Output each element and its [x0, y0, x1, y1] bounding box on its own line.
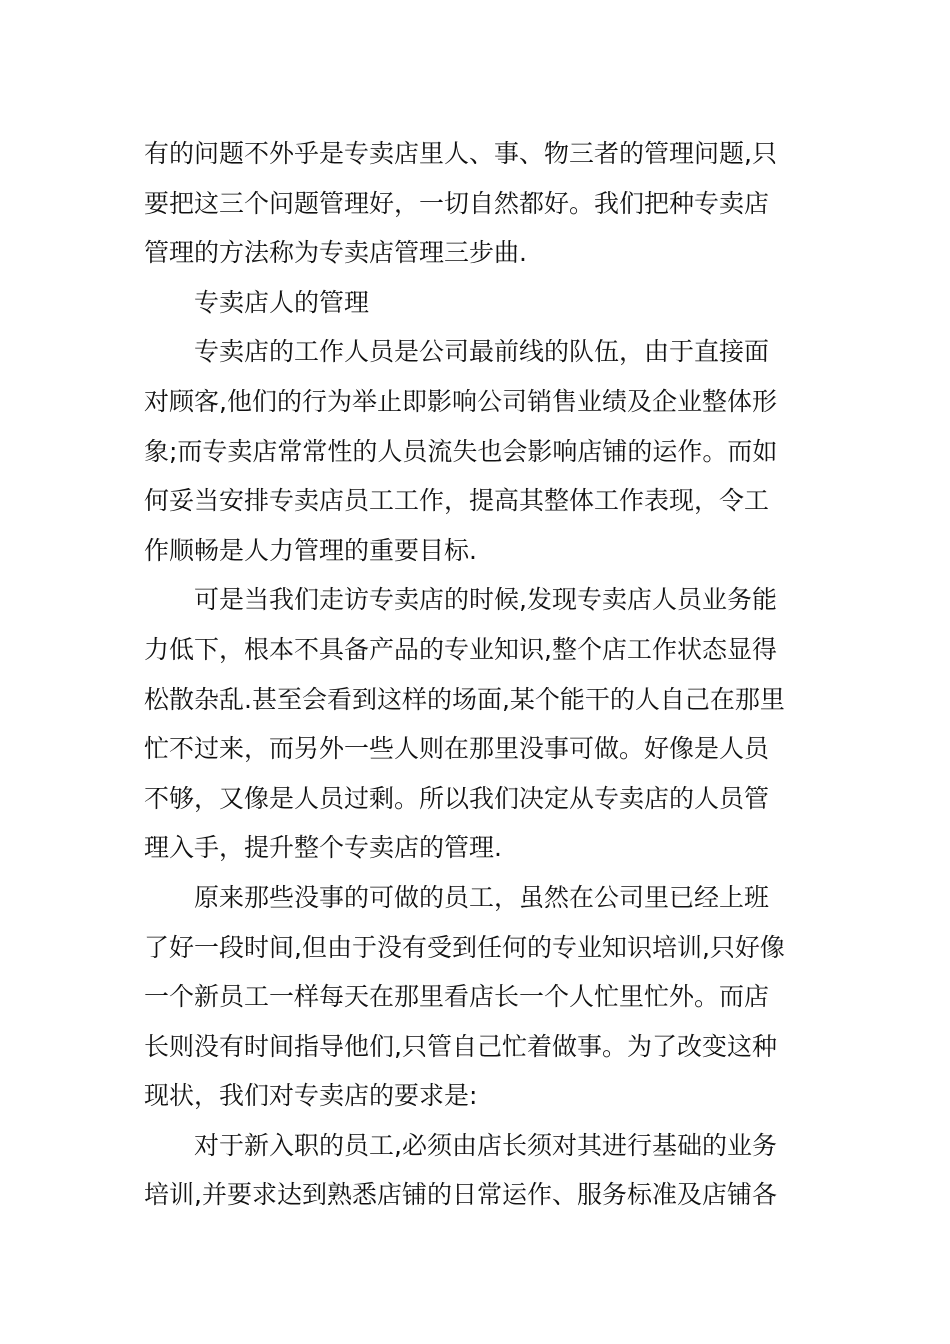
text-line: 理入手，提升整个专卖店的管理.	[144, 833, 502, 863]
text-line: 象;而专卖店常常性的人员流失也会影响店铺的运作。而如	[144, 436, 778, 466]
text-line: 培训,并要求达到熟悉店铺的日常运作、服务标准及店铺各	[144, 1180, 777, 1210]
text-line: 长则没有时间指导他们,只管自己忙着做事。为了改变这种	[144, 1031, 777, 1061]
text-line: 松散杂乱.甚至会看到这样的场面,某个能干的人自己在那里	[144, 684, 785, 714]
text-line: 现状，我们对专卖店的要求是:	[144, 1081, 478, 1111]
text-line: 了好一段时间,但由于没有受到任何的专业知识培训,只好像	[144, 932, 785, 962]
text-line: 不够，又像是人员过剩。所以我们决定从专卖店的人员管	[144, 783, 770, 813]
text-line: 一个新员工一样每天在那里看店长一个人忙里忙外。而店	[144, 982, 770, 1012]
text-line: 力低下，根本不具备产品的专业知识,整个店工作状态显得	[144, 634, 777, 664]
text-line: 要把这三个问题管理好，一切自然都好。我们把种专卖店	[144, 188, 770, 218]
paragraph-start-line: 可是当我们走访专卖店的时候,发现专卖店人员业务能	[194, 585, 777, 615]
paragraph-start-line: 对于新入职的员工,必须由店长须对其进行基础的业务	[194, 1130, 777, 1160]
text-line: 有的问题不外乎是专卖店里人、事、物三者的管理问题,只	[144, 139, 777, 168]
paragraph-start-line: 专卖店的工作人员是公司最前线的队伍，由于直接面	[194, 337, 770, 367]
text-line: 作顺畅是人力管理的重要目标.	[144, 535, 477, 565]
document-body	[144, 129, 806, 1220]
text-line: 管理的方法称为专卖店管理三步曲.	[144, 238, 527, 268]
section-heading: 专卖店人的管理	[194, 287, 370, 317]
text-line: 何妥当安排专卖店员工工作，提高其整体工作表现，令工	[144, 486, 770, 516]
text-line: 忙不过来，而另外一些人则在那里没事可做。好像是人员	[144, 734, 770, 764]
paragraph-start-line: 原来那些没事的可做的员工，虽然在公司里已经上班	[194, 882, 770, 912]
text-line: 对顾客,他们的行为举止即影响公司销售业绩及企业整体形	[144, 386, 777, 416]
